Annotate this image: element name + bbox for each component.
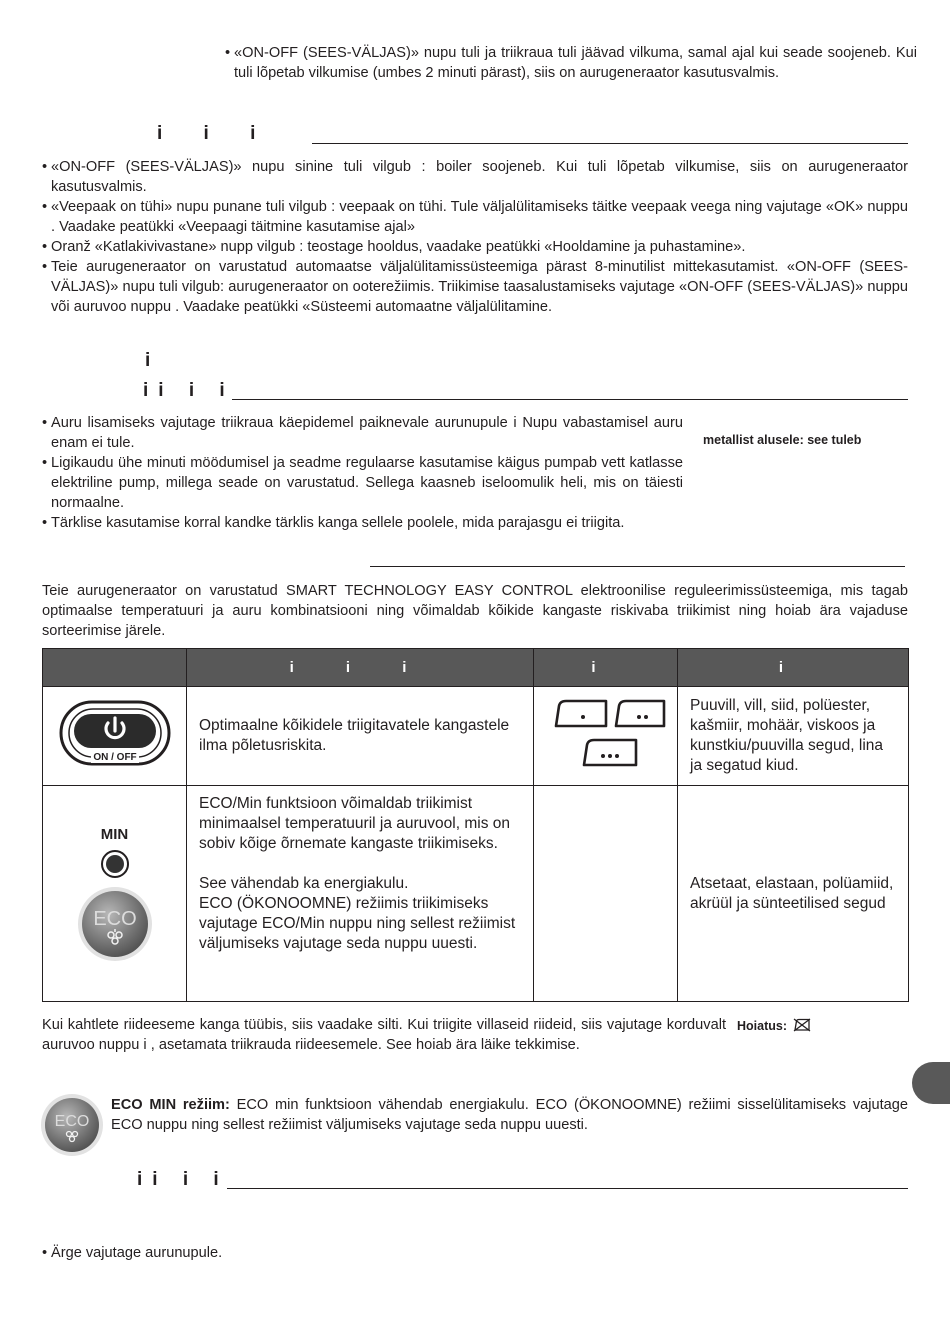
table-cell: Atsetaat, elastaan, polüamiid, akrüül ja sünteetilised segud: [678, 786, 909, 1002]
table-header: [43, 649, 187, 687]
eco-button-label: ECO: [54, 1113, 90, 1130]
table-cell-empty: [534, 786, 678, 1002]
list-item: • Oranž «Katlakivivastane» nupp vilgub : teostage hooldus, vaadake peatükki «Hooldamine ja puhastamine».: [42, 237, 908, 257]
eco-min-title: ECO MIN režiim:: [111, 1097, 230, 1113]
section5-heading: ii i i: [137, 1169, 229, 1190]
section2-heading: ii i i: [143, 380, 235, 401]
table-header: i: [678, 649, 909, 687]
on-off-label: ON / OFF: [92, 752, 137, 763]
iron-temperature-icons: [534, 687, 678, 786]
section5-bullet: • Ärge vajutage aurunupule.: [42, 1243, 917, 1263]
list-item: • «Veepaak on tühi» nupu punane tuli vilgub : veepaak on tühi. Tule väljalülitamiseks täitke veepaak veega ning vajutage «OK» nuppu . Vaadake peatükki «Veepaagi täitmine kasutamise ajal»: [42, 197, 908, 237]
table-cell: Puuvill, vill, siid, polüester, kašmiir, mohäär, viskoos ja kunstkiu/puuvilla segud, lina ja segatud kiud.: [678, 687, 909, 786]
section2-rule: [232, 399, 908, 400]
list-item: • Teie aurugeneraator on varustatud automaatse väljalülitamissüsteemiga pärast 8-minutilist mittekasutamist. «ON-OFF (SEES-VÄLJAS)» nupu tuli vilgub: aurugeneraator on ooterežiimis. Triikimise taasalustamiseks vajutage «ON-OFF (SEES-VÄLJAS)» nuppu või auruvoo nuppu . Vaadake peatükki «Süsteemi automaatne väljalülitamine.: [42, 257, 908, 317]
section5-rule: [227, 1188, 908, 1189]
section2-heading-top: i: [145, 350, 169, 371]
intro-bullet: [225, 43, 917, 83]
section3-paragraph: Teie aurugeneraator on varustatud SMART TECHNOLOGY EASY CONTROL elektroonilise reguleerimissüsteemiga, mis tagab optimaalse temperatuuri ja auru kombinatsiooni ning võimaldab kõikide kangaste riskivaba triikimist ning hoiab ära vajaduse sorteerimise järele.: [42, 583, 908, 639]
eco-min-text: ECO min funktsioon vähendab energiakulu. ECO (ÖKONOOMNE) režiimi sisselülitamiseks vajutage ECO nuppu ning sellest režiimist väljumiseks vajutage seda nuppu uuesti.: [111, 1097, 908, 1133]
warning-note: [737, 1016, 811, 1036]
section2-list: [42, 413, 683, 533]
list-item: • Auru lisamiseks vajutage triikraua käepidemel paiknevale aurunupule i Nupu vabastamisel auru enam ei tule.: [42, 413, 683, 453]
list-item: • Ligikaudu ühe minuti möödumisel ja seadme regulaarse kasutamise käigus pumpab vett katlasse elektriline pump, millega seade on varustatud. Sellega kaasneb iseloomulik heli, mis on täiesti normaalne.: [42, 453, 683, 513]
table-header: i i i: [187, 649, 534, 687]
intro-bullet-text: «ON-OFF (SEES-VÄLJAS)» nupu tuli ja triikraua tuli jäävad vilkuma, samal ajal kui seade soojeneb. Kui tuli lõpetab vilkumise (umbes 2 minuti pärast), siis on aurugeneraator kasutusvalmis.: [234, 45, 917, 81]
table-row: [43, 786, 909, 1002]
on-off-button-cell: [43, 687, 187, 786]
list-item: • Tärklise kasutamise korral kandke tärklis kanga sellele poolele, mida parajasgu ei triigita.: [42, 513, 683, 533]
section1-rule: [312, 143, 908, 144]
table-header: i: [534, 649, 678, 687]
warning-label: Hoiatus:: [737, 1019, 787, 1033]
min-label: MIN: [100, 825, 129, 843]
side-note: metallist alusele: see tuleb: [703, 433, 862, 447]
eco-label: ECO: [92, 907, 137, 930]
table-row: [43, 687, 909, 786]
on-off-button-icon: [55, 696, 175, 770]
section1-heading: i i i: [157, 123, 274, 144]
eco-button-icon: [40, 1093, 104, 1157]
section4-paragraph: Kui kahtlete riideeseme kanga tüübis, siis vaadake silti. Kui triigite villaseid riideid, siis vajutage korduvalt auruvoo nuppu i , asetamata triikrauda riideesemele. See hoiab ära läike tekkimise.: [42, 1017, 726, 1053]
table-header-row: [43, 649, 909, 687]
section3-rule: [370, 566, 905, 567]
list-item: • «ON-OFF (SEES-VÄLJAS)» nupu sinine tuli vilgub : boiler soojeneb. Kui tuli lõpetab vilkumise, siis on aurugeneraator kasutusvalmis.: [42, 157, 908, 197]
eco-min-paragraph: [111, 1095, 908, 1135]
eco-icon: [76, 885, 154, 963]
settings-table: [42, 648, 909, 1002]
min-indicator-icon: [100, 849, 130, 879]
no-steam-iron-icon: [793, 1018, 811, 1032]
section1-list: [42, 157, 908, 317]
eco-min-button-cell: [43, 786, 187, 1002]
page-edge-tab: [912, 1062, 950, 1104]
iron-dots-icon: [546, 693, 666, 773]
table-cell: Optimaalne kõikidele triigitavatele kangastele ilma põletusriskita.: [187, 687, 534, 786]
table-cell: ECO/Min funktsioon võimaldab triikimist minimaalsel temperatuuril ja auruvool, mis on sobiv kõige õrnemate kangaste triikimiseks. See vähendab ka energiakulu. ECO (ÖKONOOMNE) režiimis triikimiseks vajutage ECO/Min nuppu ning sellest režiimist väljumiseks vajutage seda nuppu uuesti.: [187, 786, 534, 1002]
